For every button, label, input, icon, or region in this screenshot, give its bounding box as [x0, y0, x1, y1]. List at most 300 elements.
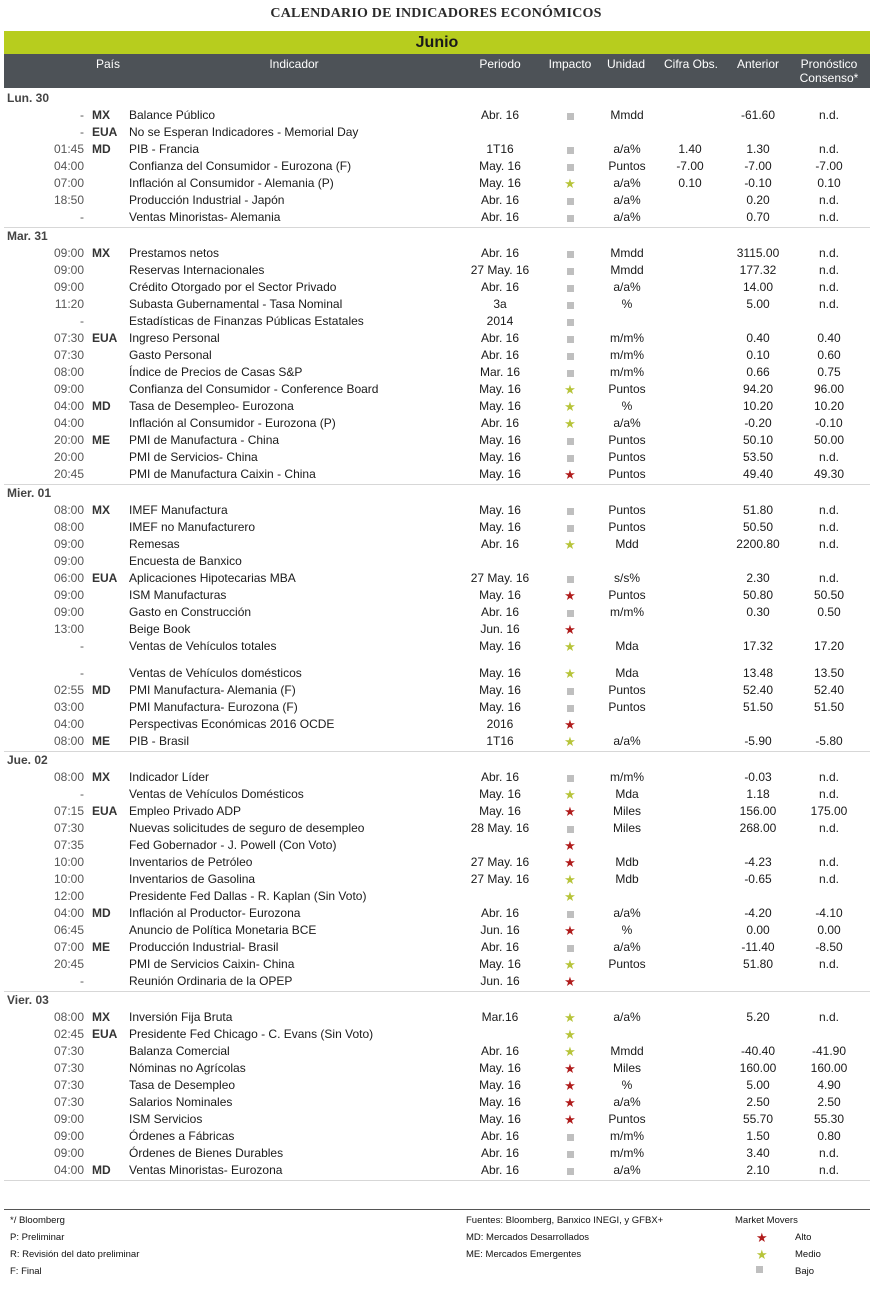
square-bajo-icon	[567, 302, 574, 309]
impact-cell	[552, 347, 588, 364]
indicator-cell: PMI de Servicios- China	[129, 450, 258, 464]
footer-source: MD: Mercados Desarrollados	[466, 1232, 590, 1243]
previous-cell: 0.10	[746, 348, 770, 362]
table-row	[0, 536, 872, 553]
previous-cell: 55.70	[742, 1112, 774, 1126]
consensus-cell: 52.40	[813, 683, 845, 697]
impact-cell	[552, 604, 588, 621]
star-medio-icon: ★	[564, 1044, 576, 1059]
indicator-cell: Balanza Comercial	[129, 1044, 230, 1058]
consensus-cell: 50.50	[813, 588, 845, 602]
period-cell: Abr. 16	[480, 280, 520, 294]
period-cell: May. 16	[479, 1061, 521, 1075]
star-medio-icon: ★	[564, 537, 576, 552]
unit-cell: Mmdd	[610, 246, 644, 260]
impact-cell	[552, 313, 588, 330]
table-row	[0, 837, 872, 854]
time-cell: 20:00	[53, 433, 84, 447]
table-row	[0, 604, 872, 621]
previous-cell: 5.20	[746, 1010, 770, 1024]
time-cell: 04:00	[53, 717, 84, 731]
footer-note: */ Bloomberg	[10, 1215, 65, 1226]
previous-cell: 177.32	[739, 263, 777, 277]
star-alto-icon: ★	[564, 804, 576, 819]
period-cell: 1T16	[486, 734, 514, 748]
table-row	[0, 124, 872, 141]
square-bajo-icon	[567, 268, 574, 275]
square-bajo-icon	[567, 1134, 574, 1141]
impact-cell	[552, 837, 588, 854]
col-pais: País	[95, 57, 120, 71]
table-row	[0, 888, 872, 905]
impact-cell	[552, 587, 588, 604]
consensus-cell: n.d.	[818, 855, 839, 869]
period-cell: Abr. 16	[480, 348, 520, 362]
table-row	[0, 956, 872, 973]
square-bajo-icon	[756, 1266, 763, 1273]
previous-cell: -0.10	[744, 176, 772, 190]
consensus-cell: -7.00	[815, 159, 843, 173]
previous-cell: 50.80	[742, 588, 774, 602]
unit-cell: Puntos	[608, 683, 646, 697]
unit-cell: m/m%	[610, 365, 644, 379]
consensus-cell: n.d.	[818, 263, 839, 277]
previous-cell: 0.66	[746, 365, 770, 379]
unit-cell: m/m%	[610, 605, 644, 619]
table-row	[0, 398, 872, 415]
consensus-cell: 17.20	[813, 639, 845, 653]
table-row	[0, 313, 872, 330]
star-medio-icon: ★	[564, 176, 576, 191]
indicator-cell: PMI de Manufactura Caixin - China	[129, 467, 316, 481]
indicator-cell: Crédito Otorgado por el Sector Privado	[129, 280, 337, 294]
impact-cell	[552, 364, 588, 381]
indicator-cell: IMEF no Manufacturero	[129, 520, 256, 534]
impact-cell	[552, 699, 588, 716]
impact-cell	[552, 716, 588, 733]
consensus-cell: n.d.	[818, 1010, 839, 1024]
country-cell: ME	[92, 734, 110, 748]
impact-cell	[552, 769, 588, 786]
consensus-cell: 96.00	[813, 382, 845, 396]
period-cell: May. 16	[479, 683, 521, 697]
previous-cell: -4.20	[744, 906, 772, 920]
period-cell: 27 May. 16	[470, 872, 530, 886]
indicator-cell: Nóminas no Agrícolas	[129, 1061, 246, 1075]
day-label: Mier. 01	[7, 486, 52, 500]
footer-source: Fuentes: Bloomberg, Banxico INEGI, y GFBX+	[466, 1215, 664, 1226]
square-bajo-icon	[567, 319, 574, 326]
consensus-cell: 2.50	[817, 1095, 841, 1109]
unit-cell: %	[621, 923, 633, 937]
consensus-cell: 175.00	[810, 804, 848, 818]
indicator-cell: Inflación al Consumidor - Eurozona (P)	[129, 416, 336, 430]
previous-cell: 49.40	[742, 467, 774, 481]
country-cell: MD	[92, 1163, 111, 1177]
indicator-cell: Confianza del Consumidor - Conference Board	[129, 382, 379, 396]
previous-cell: -61.60	[740, 108, 776, 122]
consensus-cell: 0.60	[817, 348, 841, 362]
footer-note: P: Preliminar	[10, 1232, 65, 1243]
day-divider	[4, 1180, 870, 1181]
square-bajo-icon	[567, 775, 574, 782]
period-cell: Abr. 16	[480, 537, 520, 551]
col-cifra-obs: Cifra Obs.	[663, 57, 718, 71]
time-cell: 04:00	[53, 906, 84, 920]
consensus-cell: n.d.	[818, 142, 839, 156]
time-cell: 09:00	[53, 537, 84, 551]
period-cell: Abr. 16	[480, 940, 520, 954]
time-cell: 09:00	[53, 1112, 84, 1126]
unit-cell: Puntos	[608, 382, 646, 396]
time-cell: 02:55	[53, 683, 84, 697]
unit-cell: Mmdd	[610, 263, 644, 277]
square-bajo-icon	[567, 705, 574, 712]
previous-cell: 2.50	[746, 1095, 770, 1109]
indicator-cell: Inventarios de Gasolina	[129, 872, 256, 886]
previous-cell: 0.40	[746, 331, 770, 345]
previous-cell: -0.20	[744, 416, 772, 430]
time-cell: 07:30	[53, 1061, 84, 1075]
square-bajo-icon	[567, 911, 574, 918]
col-impacto: Impacto	[548, 57, 592, 71]
unit-cell: Puntos	[608, 503, 646, 517]
table-row	[0, 1162, 872, 1179]
footer-note: R: Revisión del dato preliminar	[10, 1249, 140, 1260]
indicator-cell: Reunión Ordinaria de la OPEP	[129, 974, 293, 988]
table-row	[0, 192, 872, 209]
time-cell: -	[80, 974, 84, 988]
indicator-cell: Indicador Líder	[129, 770, 210, 784]
indicator-cell: Ventas de Vehículos domésticos	[129, 666, 302, 680]
time-cell: 06:00	[53, 571, 84, 585]
previous-cell: 1.30	[746, 142, 770, 156]
period-cell: Abr. 16	[480, 770, 520, 784]
table-row	[0, 769, 872, 786]
consensus-cell: n.d.	[818, 1163, 839, 1177]
period-cell: Abr. 16	[480, 1129, 520, 1143]
day-divider	[4, 484, 870, 485]
indicator-cell: Presidente Fed Dallas - R. Kaplan (Sin Voto)	[129, 889, 367, 903]
time-cell: 08:00	[53, 520, 84, 534]
footer-divider	[4, 1209, 870, 1210]
time-cell: -	[80, 639, 84, 653]
period-cell: Jun. 16	[480, 974, 520, 988]
time-cell: 09:00	[53, 280, 84, 294]
country-cell: EUA	[92, 1027, 118, 1041]
previous-cell: 17.32	[742, 639, 774, 653]
impact-cell	[552, 415, 588, 432]
unit-cell: Puntos	[608, 520, 646, 534]
consensus-cell: n.d.	[818, 503, 839, 517]
time-cell: 07:00	[53, 176, 84, 190]
impact-cell	[552, 922, 588, 939]
period-cell: 27 May. 16	[470, 263, 530, 277]
unit-cell: Mmdd	[610, 1044, 644, 1058]
consensus-cell: 160.00	[810, 1061, 848, 1075]
table-row	[0, 1094, 872, 1111]
period-cell: 1T16	[486, 142, 514, 156]
table-row	[0, 1026, 872, 1043]
previous-cell: 51.80	[742, 957, 774, 971]
col-pronostico-line2: Consenso*	[799, 71, 859, 85]
time-cell: 04:00	[53, 1163, 84, 1177]
impact-cell	[552, 682, 588, 699]
previous-cell: 5.00	[746, 297, 770, 311]
unit-cell: a/a%	[613, 734, 641, 748]
table-row	[0, 716, 872, 733]
period-cell: May. 16	[479, 804, 521, 818]
previous-cell: -5.90	[744, 734, 772, 748]
consensus-cell: 51.50	[813, 700, 845, 714]
period-cell: Abr. 16	[480, 193, 520, 207]
table-row	[0, 466, 872, 483]
time-cell: 06:45	[53, 923, 84, 937]
indicator-cell: Gasto en Construcción	[129, 605, 252, 619]
indicator-cell: Inflación al Consumidor - Alemania (P)	[129, 176, 334, 190]
indicator-cell: Gasto Personal	[129, 348, 212, 362]
time-cell: -	[80, 210, 84, 224]
unit-cell: Mmdd	[610, 108, 644, 122]
table-row	[0, 922, 872, 939]
impact-cell	[552, 973, 588, 990]
square-bajo-icon	[567, 198, 574, 205]
indicator-cell: Remesas	[129, 537, 180, 551]
previous-cell: 1.50	[746, 1129, 770, 1143]
table-row	[0, 854, 872, 871]
time-cell: 07:30	[53, 1044, 84, 1058]
period-cell: Abr. 16	[480, 1163, 520, 1177]
period-cell: May. 16	[479, 520, 521, 534]
indicator-cell: Encuesta de Banxico	[129, 554, 242, 568]
table-row	[0, 803, 872, 820]
country-cell: MX	[92, 246, 110, 260]
table-header	[4, 54, 870, 88]
time-cell: 07:35	[53, 838, 84, 852]
table-row	[0, 381, 872, 398]
impact-cell	[552, 820, 588, 837]
legend-title: Market Movers	[735, 1215, 798, 1226]
month-banner: Junio	[4, 31, 870, 54]
country-cell: EUA	[92, 331, 118, 345]
table-row	[0, 820, 872, 837]
consensus-cell: n.d.	[818, 246, 839, 260]
day-label: Lun. 30	[7, 91, 50, 105]
period-cell: May. 16	[479, 588, 521, 602]
consensus-cell: 0.50	[817, 605, 841, 619]
unit-cell: Miles	[612, 804, 641, 818]
observed-cell: 1.40	[678, 142, 702, 156]
indicator-cell: Órdenes de Bienes Durables	[129, 1146, 284, 1160]
square-bajo-icon	[567, 215, 574, 222]
period-cell: May. 16	[479, 700, 521, 714]
indicator-cell: Ventas Minoristas- Eurozona	[129, 1163, 283, 1177]
unit-cell: %	[621, 399, 633, 413]
table-row	[0, 871, 872, 888]
square-bajo-icon	[756, 1264, 763, 1275]
country-cell: MD	[92, 142, 111, 156]
unit-cell: Puntos	[608, 957, 646, 971]
previous-cell: 3.40	[746, 1146, 770, 1160]
unit-cell: Puntos	[608, 467, 646, 481]
impact-cell	[552, 107, 588, 124]
time-cell: 09:00	[53, 1129, 84, 1143]
consensus-cell: 0.75	[817, 365, 841, 379]
unit-cell: a/a%	[613, 416, 641, 430]
indicator-cell: Ingreso Personal	[129, 331, 220, 345]
period-cell: Abr. 16	[480, 108, 520, 122]
time-cell: 04:00	[53, 416, 84, 430]
indicator-cell: Tasa de Desempleo- Eurozona	[129, 399, 294, 413]
period-cell: May. 16	[479, 1078, 521, 1092]
table-row	[0, 364, 872, 381]
impact-cell	[552, 1111, 588, 1128]
period-cell: Abr. 16	[480, 246, 520, 260]
indicator-cell: Estadísticas de Finanzas Públicas Estatales	[129, 314, 364, 328]
period-cell: Abr. 16	[480, 1044, 520, 1058]
table-row	[0, 347, 872, 364]
unit-cell: a/a%	[613, 1010, 641, 1024]
unit-cell: m/m%	[610, 1129, 644, 1143]
impact-cell	[552, 854, 588, 871]
previous-cell: 94.20	[742, 382, 774, 396]
table-row	[0, 905, 872, 922]
consensus-cell: 0.80	[817, 1129, 841, 1143]
unit-cell: Miles	[612, 1061, 641, 1075]
consensus-cell: n.d.	[818, 450, 839, 464]
indicator-cell: PMI Manufactura- Alemania (F)	[129, 683, 296, 697]
time-cell: 18:50	[53, 193, 84, 207]
period-cell: May. 16	[479, 503, 521, 517]
legend-label: Bajo	[795, 1266, 815, 1277]
consensus-cell: n.d.	[818, 787, 839, 801]
period-cell: May. 16	[479, 467, 521, 481]
impact-cell	[552, 175, 588, 192]
square-bajo-icon	[567, 113, 574, 120]
indicator-cell: Órdenes a Fábricas	[129, 1129, 235, 1143]
period-cell: Mar. 16	[479, 365, 521, 379]
impact-cell	[552, 570, 588, 587]
day-label: Mar. 31	[7, 229, 48, 243]
period-cell: Abr. 16	[480, 906, 520, 920]
table-row	[0, 175, 872, 192]
observed-cell: 0.10	[678, 176, 702, 190]
unit-cell: a/a%	[613, 210, 641, 224]
square-bajo-icon	[567, 438, 574, 445]
time-cell: 08:00	[53, 734, 84, 748]
time-cell: 07:30	[53, 1095, 84, 1109]
footer-source: ME: Mercados Emergentes	[466, 1249, 582, 1260]
previous-cell: 0.30	[746, 605, 770, 619]
star-medio-icon: ★	[564, 639, 576, 654]
table-row	[0, 553, 872, 570]
table-row	[0, 1128, 872, 1145]
period-cell: 28 May. 16	[470, 821, 530, 835]
square-bajo-icon	[567, 576, 574, 583]
unit-cell: a/a%	[613, 280, 641, 294]
impact-cell	[552, 786, 588, 803]
table-row	[0, 973, 872, 990]
indicator-cell: No se Esperan Indicadores - Memorial Day	[129, 125, 359, 139]
impact-cell	[552, 502, 588, 519]
star-alto-icon: ★	[564, 923, 576, 938]
period-cell: May. 16	[479, 399, 521, 413]
star-alto-icon: ★	[564, 1061, 576, 1076]
time-cell: 08:00	[53, 365, 84, 379]
col-periodo: Periodo	[479, 57, 521, 71]
square-bajo-icon	[567, 353, 574, 360]
impact-cell	[552, 536, 588, 553]
previous-cell: 156.00	[739, 804, 777, 818]
previous-cell: 2.10	[746, 1163, 770, 1177]
consensus-cell: 50.00	[813, 433, 845, 447]
consensus-cell: n.d.	[818, 537, 839, 551]
country-cell: EUA	[92, 804, 118, 818]
time-cell: 07:30	[53, 331, 84, 345]
period-cell: May. 16	[479, 382, 521, 396]
unit-cell: Puntos	[608, 159, 646, 173]
col-unidad: Unidad	[606, 57, 646, 71]
time-cell: 09:00	[53, 554, 84, 568]
unit-cell: Mdb	[615, 855, 639, 869]
table-row	[0, 699, 872, 716]
time-cell: 04:00	[53, 399, 84, 413]
time-cell: 09:00	[53, 1146, 84, 1160]
table-row	[0, 141, 872, 158]
indicator-cell: Subasta Gubernamental - Tasa Nominal	[129, 297, 343, 311]
previous-cell: 13.48	[742, 666, 774, 680]
star-medio-icon: ★	[564, 1027, 576, 1042]
period-cell: Abr. 16	[480, 210, 520, 224]
unit-cell: s/s%	[613, 571, 640, 585]
table-row	[0, 209, 872, 226]
period-cell: Abr. 16	[480, 331, 520, 345]
consensus-cell: 55.30	[813, 1112, 845, 1126]
table-row	[0, 330, 872, 347]
country-cell: MX	[92, 108, 110, 122]
col-anterior: Anterior	[736, 57, 780, 71]
time-cell: 08:00	[53, 503, 84, 517]
table-row	[0, 1009, 872, 1026]
consensus-cell: n.d.	[818, 571, 839, 585]
impact-cell	[552, 621, 588, 638]
country-cell: MD	[92, 399, 111, 413]
star-medio-icon: ★	[564, 957, 576, 972]
consensus-cell: n.d.	[818, 1146, 839, 1160]
indicator-cell: Balance Público	[129, 108, 216, 122]
table-row	[0, 279, 872, 296]
time-cell: 08:00	[53, 1010, 84, 1024]
unit-cell: a/a%	[613, 142, 641, 156]
impact-cell	[552, 262, 588, 279]
indicator-cell: PIB - Brasil	[129, 734, 190, 748]
table-row	[0, 107, 872, 124]
unit-cell: Puntos	[608, 700, 646, 714]
table-row	[0, 939, 872, 956]
table-row	[0, 245, 872, 262]
period-cell: May. 16	[479, 666, 521, 680]
impact-cell	[552, 888, 588, 905]
footer-note: F: Final	[10, 1266, 42, 1277]
unit-cell: a/a%	[613, 1095, 641, 1109]
star-alto-icon: ★	[564, 974, 576, 989]
consensus-cell: 13.50	[813, 666, 845, 680]
consensus-cell: 0.00	[817, 923, 841, 937]
table-row	[0, 432, 872, 449]
star-alto-icon: ★	[564, 1112, 576, 1127]
table-row	[0, 1060, 872, 1077]
time-cell: 09:00	[53, 588, 84, 602]
